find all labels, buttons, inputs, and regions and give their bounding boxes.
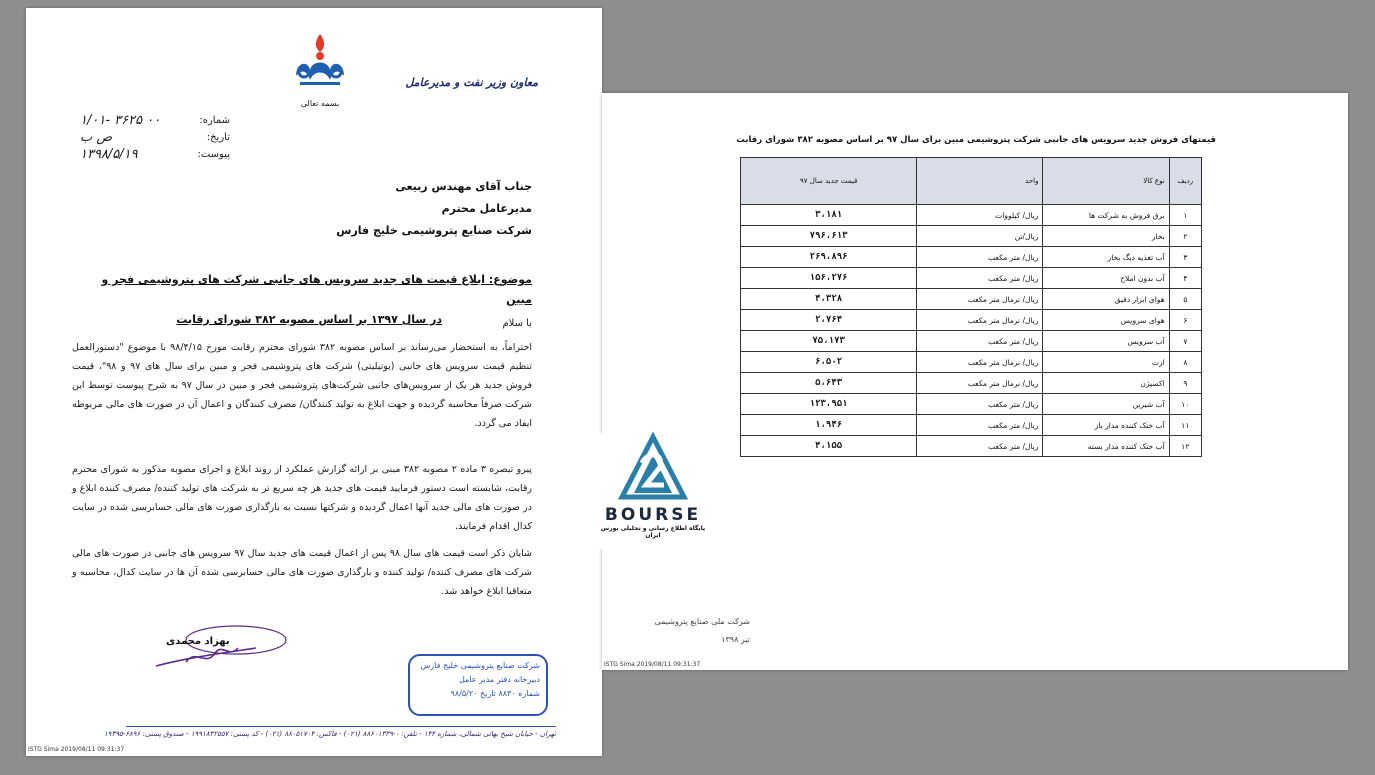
table-row — [741, 352, 1202, 373]
unit-cell: ریال/ متر مکعب — [917, 331, 1043, 352]
letter-page — [26, 8, 602, 756]
letterhead-title: معاون وزیر نفت و مدیرعامل — [405, 76, 538, 89]
price-cell: ۷۹۶،۶۱۳ — [741, 226, 917, 247]
table-row — [741, 415, 1202, 436]
item-cell: آب بدون املاح — [1043, 268, 1169, 289]
footer-divider — [126, 726, 556, 727]
row-number-cell: ۵ — [1169, 289, 1201, 310]
item-cell: بخار — [1043, 226, 1169, 247]
number-label: شماره: — [199, 115, 230, 126]
stamp-line-2: دبیرخانه دفتر مدیر عامل — [458, 675, 540, 684]
signoff-date: تیر ۱۳۹۸ — [721, 635, 750, 644]
petrochemical-logo-icon — [290, 32, 350, 94]
table-row — [741, 373, 1202, 394]
item-cell: برق فروش به شرکت ها — [1043, 205, 1169, 226]
price-cell: ۴،۳۲۸ — [741, 289, 917, 310]
stamp-line-1: شرکت صنایع پتروشیمی خلیج فارس — [420, 661, 540, 670]
price-sheet-title: قیمتهای فروش جدید سرویس های جانبی شرکت پتروشیمی مبین برای سال ۹۷ بر اساس مصوبه ۳۸۲ شورای رقابت — [736, 135, 1216, 145]
subject-block — [92, 270, 532, 330]
item-cell: آب خنک کننده مدار باز — [1043, 415, 1169, 436]
greeting: با سلام — [502, 318, 532, 329]
table-row — [741, 205, 1202, 226]
price-cell: ۲،۷۶۴ — [741, 310, 917, 331]
price-cell: ۱۵۶،۲۷۶ — [741, 268, 917, 289]
table-row — [741, 268, 1202, 289]
row-number-cell: ۱ — [1169, 205, 1201, 226]
subject-line-2: در سال ۱۳۹۷ بر اساس مصوبه ۳۸۲ شورای رقابت — [176, 313, 442, 326]
unit-cell: ریال/ نرمال متر مکعب — [917, 373, 1043, 394]
item-cell: هوای ابزار دقیق — [1043, 289, 1169, 310]
received-stamp — [408, 654, 548, 716]
item-cell: آب تغذیه دیگ بخار — [1043, 247, 1169, 268]
body-paragraph-3: شایان ذکر است قیمت های سال ۹۸ پس از اعمال قیمت های جدید سال ۹۷ سرویس های جانبی در صورت های مالی شرکت های مصرف کننده/ تولید کننده و بارگذاری صورت های مالی حسابرسی شده آن ها در سایت کدال، محاسبه و متعاقبا ابلاغ خواهد شد. — [72, 548, 532, 597]
bourse24-watermark — [597, 433, 709, 549]
recipient-block — [212, 176, 532, 242]
logo-caption: بسمه تعالی — [300, 99, 340, 108]
recipient-role: مدیرعامل محترم — [441, 202, 532, 215]
unit-cell: ریال/ متر مکعب — [917, 247, 1043, 268]
row-number-cell: ۹ — [1169, 373, 1201, 394]
table-row — [741, 247, 1202, 268]
row-number-cell: ۱۱ — [1169, 415, 1201, 436]
bourse24-logo-icon — [618, 433, 688, 503]
table-row — [741, 289, 1202, 310]
price-cell: ۲۶۹،۸۹۶ — [741, 247, 917, 268]
item-cell: اکسیژن — [1043, 373, 1169, 394]
row-number-cell: ۴ — [1169, 268, 1201, 289]
item-cell: آب شیرین — [1043, 394, 1169, 415]
letter-number: ۰۰ ۳۶۲۵ -۱/۰۱ ص ب — [80, 113, 161, 145]
price-sheet-page — [602, 93, 1348, 670]
unit-cell: ریال/ متر مکعب — [917, 394, 1043, 415]
item-cell: هوای سرویس — [1043, 310, 1169, 331]
table-row — [741, 310, 1202, 331]
price-cell: ۵،۶۴۳ — [741, 373, 917, 394]
table-row — [741, 226, 1202, 247]
row-number-cell: ۱۰ — [1169, 394, 1201, 415]
subject-line-1: موضوع: ابلاغ قیمت های جدید سرویس های جانبی شرکت های پتروشیمی فجر و مبین — [101, 273, 532, 306]
row-number-cell: ۱۲ — [1169, 436, 1201, 457]
body-paragraph-1: احتراماً، به استحضار می‌رساند بر اساس مصوبه ۳۸۲ شورای محترم رقابت مورخ ۹۸/۴/۱۵ با موضوع "دستورالعمل تنظیم قیمت سرویس های جانبی (یوتیلیتی) شرکت های پتروشیمی فجر و مبین برای سال های ۹۷ و ۹۸"، قیمت فروش جدید هر یک از سرویس‌های جانبی شرکت‌های پتروشیمی فجر و مبین در سال ۹۷ به شرح پیوست توسط این شرکت صرفاً محاسبه گردیده و جهت ابلاغ به تولید کنندگان/ مصرف کنندگان و اعمال آن در صورت های مالی مربوطه ایفاد می گردد. — [72, 342, 532, 429]
unit-cell: ریال/ نرمال متر مکعب — [917, 352, 1043, 373]
letter-meta-values — [80, 112, 180, 163]
date-label: تاریخ: — [206, 132, 230, 143]
watermark-word: BOURSE — [604, 505, 702, 525]
header-unit: واحد — [917, 158, 1043, 205]
item-cell: آب سرویس — [1043, 331, 1169, 352]
price-cell: ۷۵،۱۷۳ — [741, 331, 917, 352]
unit-cell: ریال/تن — [917, 226, 1043, 247]
stamp-line-3: شماره ۸۸۳۰ تاریخ ۹۸/۵/۲۰ — [450, 689, 540, 698]
unit-cell: ریال/ کیلووات — [917, 205, 1043, 226]
table-header-row — [741, 158, 1202, 205]
row-number-cell: ۲ — [1169, 226, 1201, 247]
company-logo — [290, 32, 350, 108]
signoff-org: شرکت ملی صنایع پتروشیمی — [654, 617, 750, 626]
row-number-cell: ۳ — [1169, 247, 1201, 268]
row-number-cell: ۸ — [1169, 352, 1201, 373]
table-row — [741, 394, 1202, 415]
table-row — [741, 436, 1202, 457]
price-cell: ۱۲۳،۹۵۱ — [741, 394, 917, 415]
table-row — [741, 331, 1202, 352]
header-item: نوع کالا — [1043, 158, 1169, 205]
letter-date: ۱۳۹۸/۵/۱۹ — [80, 147, 138, 162]
table-body — [741, 205, 1202, 457]
price-cell: ۳،۱۸۱ — [741, 205, 917, 226]
attachment-label: پیوست: — [197, 149, 230, 160]
price-sheet-signoff — [630, 613, 750, 649]
signer-name: بهزاد محمدی — [166, 636, 230, 647]
recipient-company: شرکت صنایع پتروشیمی خلیج فارس — [336, 224, 532, 237]
item-cell: ازت — [1043, 352, 1169, 373]
scan-stamp: ISTG Sima 2019/08/11 09:31:37 — [28, 746, 125, 753]
price-table — [740, 157, 1202, 457]
unit-cell: ریال/ متر مکعب — [917, 415, 1043, 436]
row-number-cell: ۷ — [1169, 331, 1201, 352]
body-paragraph-2: پیرو تبصره ۳ ماده ۲ مصوبه ۳۸۲ مبنی بر ارائه گزارش عملکرد از روند ابلاغ و اجرای مصوبه مذکور به شورای محترم رقابت، شایسته است دستور فرمایید قیمت های جدید هر چه سریع تر به شرکت های تولید کننده/ مصرف کننده ابلاغ و در صورت های مالی جدید آنها اعمال گردیده و شرکتها نسبت به بارگذاری صورت های مالی حسابرسی شده در سایت کدال اقدام فرمایند. — [72, 464, 532, 532]
recipient-title: جناب آقای مهندس ربیعی — [395, 180, 532, 193]
price-cell: ۱،۹۴۶ — [741, 415, 917, 436]
header-price: قیمت جدید سال ۹۷ — [741, 158, 917, 205]
watermark-tagline: پایگاه اطلاع رسانی و تحلیلی بورس ایران — [600, 525, 706, 539]
price-cell: ۴،۱۵۵ — [741, 436, 917, 457]
unit-cell: ریال/ متر مکعب — [917, 268, 1043, 289]
unit-cell: ریال/ نرمال متر مکعب — [917, 289, 1043, 310]
header-row-number: ردیف — [1169, 158, 1201, 205]
letter-meta-labels — [174, 112, 230, 163]
row-number-cell: ۶ — [1169, 310, 1201, 331]
scan-stamp: ISTG Sima 2019/08/11 09:31:37 — [604, 661, 701, 668]
unit-cell: ریال/ نرمال متر مکعب — [917, 310, 1043, 331]
price-cell: ۶،۵۰۲ — [741, 352, 917, 373]
item-cell: آب خنک کننده مدار بسته — [1043, 436, 1169, 457]
unit-cell: ریال/ متر مکعب — [917, 436, 1043, 457]
letter-footer: تهران - خیابان شیخ بهائی شمالی، شماره ۱۴۴ - تلفن: ۰-۸۸۶۰۱۳۳۹ (۰۲۱) - فاکس: ۸۸۰۵۱۷۰۴ (۰۲۱) - کد پستی: ۱۹۹۱۸۳۲۵۵۷ - صندوق پستی: ۶۸۹۶-۱۹۳۹۵ — [103, 730, 556, 738]
handwritten-signature-icon — [146, 618, 296, 678]
